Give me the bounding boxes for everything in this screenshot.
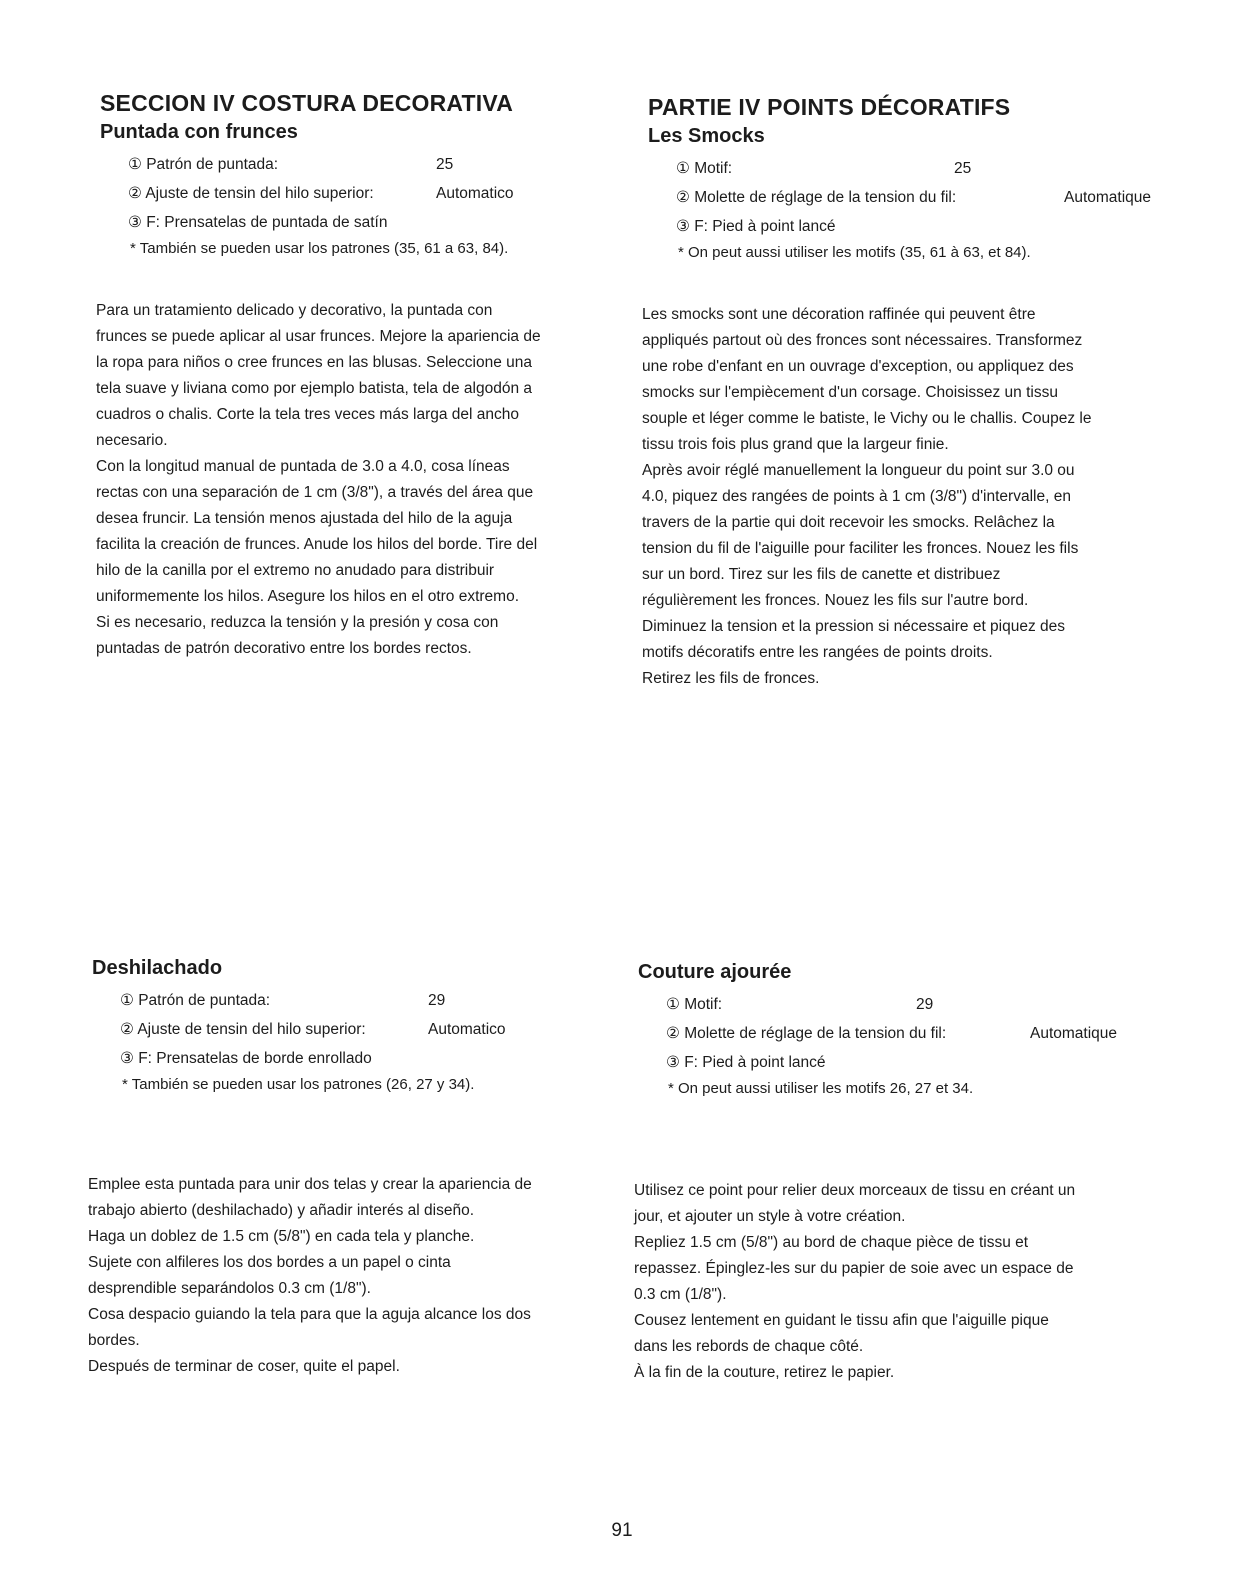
setting-value: 29 <box>916 996 934 1013</box>
pattern-note: * También se pueden usar los patrones (35, 61 a 63, 84). <box>130 240 509 257</box>
setting-value: 25 <box>954 160 972 177</box>
body-line: puntadas de patrón decorativo entre los bordes rectos. <box>96 640 472 657</box>
setting-value: Automatique <box>1064 189 1152 206</box>
body-line: la ropa para niños o cree frunces en las blusas. Seleccione una <box>96 354 532 371</box>
body-line: Haga un doblez de 1.5 cm (5/8") en cada tela y planche. <box>88 1228 475 1245</box>
body-line: cuadros o chalis. Corte la tela tres veces más larga del ancho <box>96 406 520 423</box>
setting-label: ② Ajuste de tensin del hilo superior: <box>128 185 374 202</box>
pattern-note: * On peut aussi utiliser les motifs (35, 61 à 63, et 84). <box>678 244 1031 261</box>
section-title-fr: PARTIE IV POINTS DÉCORATIFS <box>648 94 1011 120</box>
setting-value: 25 <box>436 156 454 173</box>
setting-value: Automatique <box>1030 1025 1118 1042</box>
body-line: desea fruncir. La tensión menos ajustada del hilo de la aguja <box>96 510 513 527</box>
setting-label: ① Patrón de puntada: <box>120 992 271 1009</box>
body-line: Retirez les fils de fronces. <box>642 670 820 687</box>
fr-top-body <box>642 302 1222 692</box>
settings-list <box>128 150 620 237</box>
setting-row <box>128 179 620 208</box>
setting-row <box>676 183 1168 212</box>
body-line: Les smocks sont une décoration raffinée qui peuvent être <box>642 306 1036 323</box>
body-line: hilo de la canilla por el extremo no anudado para distribuir <box>96 562 495 579</box>
body-line: Cosa despacio guiando la tela para que la aguja alcance los dos <box>88 1306 531 1323</box>
body-line: desprendible separándolos 0.3 cm (1/8"). <box>88 1280 371 1297</box>
setting-value: 29 <box>428 992 446 1009</box>
body-line: appliqués partout où des fronces sont nécessaires. Transformez <box>642 332 1083 349</box>
body-line: tension du fil de l'aiguille pour faciliter les fronces. Nouez les fils <box>642 540 1079 557</box>
body-line: Emplee esta puntada para unir dos telas y crear la apariencia de <box>88 1176 532 1193</box>
setting-row <box>676 212 1168 241</box>
subtitle-es-smocking: Puntada con frunces <box>100 121 298 143</box>
setting-label: ③ F: Prensatelas de borde enrollado <box>120 1050 372 1067</box>
es-top-body <box>96 298 616 662</box>
setting-value: Automatico <box>436 185 514 202</box>
es-bottom-body <box>88 1172 608 1380</box>
body-line: 0.3 cm (1/8"). <box>634 1286 727 1303</box>
body-line: jour, et ajouter un style à votre création. <box>634 1208 906 1225</box>
subtitle-es-hemstitch: Deshilachado <box>92 957 223 979</box>
body-line: Sujete con alfileres los dos bordes a un papel o cinta <box>88 1254 451 1271</box>
setting-row <box>666 1048 1158 1077</box>
body-line: travers de la partie qui doit recevoir les smocks. Relâchez la <box>642 514 1055 531</box>
setting-row <box>120 986 612 1015</box>
body-line: Utilisez ce point pour relier deux morceaux de tissu en créant un <box>634 1182 1076 1199</box>
settings-list <box>666 990 1158 1077</box>
body-line: tela suave y liviana como por ejemplo batista, tela de algodón a <box>96 380 532 397</box>
body-line: tissu trois fois plus grand que la largeur finie. <box>642 436 949 453</box>
body-line: motifs décoratifs entre les rangées de points droits. <box>642 644 993 661</box>
body-line: rectas con una separación de 1 cm (3/8"), a través del área que <box>96 484 534 501</box>
body-line: régulièrement les fronces. Nouez les fils sur l'autre bord. <box>642 592 1029 609</box>
body-line: 4.0, piquez des rangées de points à 1 cm (3/8") d'intervalle, en <box>642 488 1071 505</box>
setting-label: ② Molette de réglage de la tension du fil: <box>666 1025 947 1042</box>
body-line: bordes. <box>88 1332 140 1349</box>
setting-label: ① Motif: <box>666 996 723 1013</box>
body-line: Después de terminar de coser, quite el papel. <box>88 1358 400 1375</box>
pattern-note: * También se pueden usar los patrones (26, 27 y 34). <box>122 1076 475 1093</box>
pattern-note: * On peut aussi utiliser les motifs 26, 27 et 34. <box>668 1080 974 1097</box>
settings-list <box>120 986 612 1073</box>
fr-bottom-body <box>634 1178 1214 1386</box>
body-line: une robe d'enfant en un ouvrage d'exception, ou appliquez des <box>642 358 1074 375</box>
page-number: 91 <box>611 1520 633 1541</box>
body-line: Con la longitud manual de puntada de 3.0 a 4.0, cosa líneas <box>96 458 510 475</box>
setting-row <box>128 150 620 179</box>
setting-label: ① Patrón de puntada: <box>128 156 279 173</box>
body-line: uniformemente los hilos. Asegure los hilos en el otro extremo. <box>96 588 520 605</box>
setting-label: ② Molette de réglage de la tension du fil: <box>676 189 957 206</box>
body-line: Cousez lentement en guidant le tissu afin que l'aiguille pique <box>634 1312 1049 1329</box>
body-line: souple et léger comme le batiste, le Vichy ou le challis. Coupez le <box>642 410 1092 427</box>
body-line: Para un tratamiento delicado y decorativo, la puntada con <box>96 302 493 319</box>
subtitle-fr-ajouree: Couture ajourée <box>638 961 792 983</box>
body-line: repassez. Épinglez-les sur du papier de soie avec un espace de <box>634 1260 1074 1277</box>
setting-label: ③ F: Pied à point lancé <box>666 1054 826 1071</box>
setting-row <box>676 154 1168 183</box>
body-line: Si es necesario, reduzca la tensión y la presión y cosa con <box>96 614 499 631</box>
es-bottom-section <box>92 954 612 1097</box>
setting-row <box>120 1044 612 1073</box>
fr-bottom-section <box>638 958 1158 1101</box>
body-line: Après avoir réglé manuellement la longueur du point sur 3.0 ou <box>642 462 1075 479</box>
setting-label: ① Motif: <box>676 160 733 177</box>
setting-label: ③ F: Pied à point lancé <box>676 218 836 235</box>
setting-row <box>128 208 620 237</box>
body-line: À la fin de la couture, retirez le papier. <box>634 1364 895 1381</box>
body-line: trabajo abierto (deshilachado) y añadir interés al diseño. <box>88 1202 475 1219</box>
fr-top-section <box>648 92 1168 265</box>
body-line: dans les rebords de chaque côté. <box>634 1338 864 1355</box>
body-line: smocks sur l'empiècement d'un corsage. Choisissez un tissu <box>642 384 1058 401</box>
section-title-es: SECCION IV COSTURA DECORATIVA <box>100 90 514 116</box>
body-line: facilita la creación de frunces. Anude los hilos del borde. Tire del <box>96 536 538 553</box>
body-line: frunces se puede aplicar al usar frunces. Mejore la apariencia de <box>96 328 541 345</box>
es-top-section <box>100 88 620 261</box>
setting-row <box>666 1019 1158 1048</box>
body-line: sur un bord. Tirez sur les fils de canette et distribuez <box>642 566 1001 583</box>
subtitle-fr-smocks: Les Smocks <box>648 125 765 147</box>
body-line: Diminuez la tension et la pression si nécessaire et piquez des <box>642 618 1066 635</box>
setting-value: Automatico <box>428 1021 506 1038</box>
settings-list <box>676 154 1168 241</box>
body-line: necesario. <box>96 432 168 449</box>
body-line: Repliez 1.5 cm (5/8") au bord de chaque pièce de tissu et <box>634 1234 1029 1251</box>
setting-row <box>120 1015 612 1044</box>
setting-label: ② Ajuste de tensin del hilo superior: <box>120 1021 366 1038</box>
setting-label: ③ F: Prensatelas de puntada de satín <box>128 214 388 231</box>
setting-row <box>666 990 1158 1019</box>
